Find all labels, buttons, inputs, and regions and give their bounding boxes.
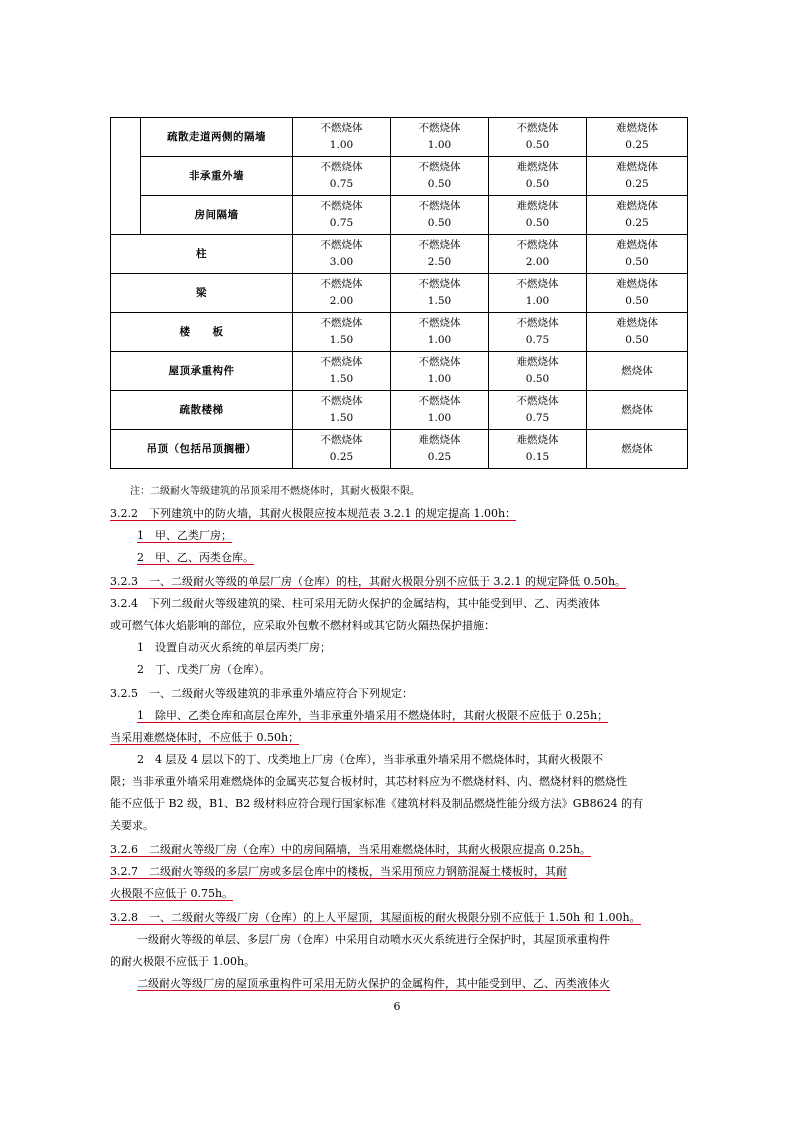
- component-name: 疏散楼梯: [179, 403, 224, 416]
- clause-3-2-8-para-2: 一级耐火等级的单层、多层厂房（仓库）中采用自动喷水灭火系统进行全保护时，其屋顶承重构件: [137, 933, 610, 946]
- material-label: 不燃烧体: [418, 356, 461, 368]
- hours-value: 0.50: [525, 373, 550, 385]
- hours-value: 0.75: [329, 178, 354, 190]
- grade-cell: [489, 118, 587, 157]
- grade-cell: [293, 118, 391, 157]
- clause-3-2-4-line-1: 3.2.4 下列二级耐火等级建筑的梁、柱可采用无防火保护的金属结构，其中能受到甲、乙、丙类液体: [110, 597, 600, 610]
- grade-cell: [391, 430, 489, 469]
- grade-cell: [587, 352, 688, 391]
- grade-cell: [489, 430, 587, 469]
- hours-value: 0.50: [525, 178, 550, 190]
- clause-3-2-2: 3.2.2 下列建筑中的防火墙，其耐火极限应按本规范表 3.2.1 的规定提高 1.00h：: [110, 507, 517, 520]
- grade-cell: [293, 274, 391, 313]
- material-label: 不燃烧体: [320, 122, 363, 134]
- component-name-cell: [141, 118, 293, 157]
- material-label: 难燃烧体: [516, 434, 559, 446]
- hours-value: 0.50: [625, 334, 649, 346]
- material-label: 难燃烧体: [616, 317, 658, 329]
- material-label: 燃烧体: [621, 403, 653, 416]
- clause-3-2-5-item-2-cont-1: 限；当非承重外墙采用难燃烧体的金属夹芯复合板材时，其芯材料应为不燃烧材料、内、燃烧材料的燃烧性: [110, 775, 627, 788]
- material-label: 不燃烧体: [320, 161, 363, 173]
- grade-cell: [587, 157, 688, 196]
- material-label: 难燃烧体: [616, 278, 658, 290]
- clause-3-2-5-item-2-cont-2: 能不应低于 B2 级，B1、B2 级材料应符合现行国家标准《建筑材料及制品燃烧性能分级方法》GB8624 的有: [110, 797, 644, 810]
- hours-value: 0.50: [427, 178, 452, 190]
- component-name-cell: [141, 196, 293, 235]
- grade-cell: [489, 352, 587, 391]
- hours-value: 2.00: [329, 295, 354, 307]
- clause-3-2-4-item-2: 2 丁、戊类厂房（仓库）。: [137, 663, 271, 676]
- table-row: [111, 118, 688, 157]
- material-label: 不燃烧体: [516, 317, 559, 329]
- clause-3-2-6: 3.2.6 二级耐火等级厂房（仓库）中的房间隔墙，当采用难燃烧体时，其耐火极限应提高 0.25h。: [110, 843, 592, 856]
- material-label: 难燃烧体: [616, 161, 658, 173]
- component-name: 非承重外墙: [189, 169, 244, 182]
- grade-cell: [587, 313, 688, 352]
- hours-value: 2.00: [525, 256, 550, 268]
- wall-group-cell: [111, 118, 141, 235]
- material-label: 难燃烧体: [616, 239, 658, 251]
- component-name: 疏散走道两侧的隔墙: [167, 130, 266, 143]
- component-name-cell: [111, 274, 293, 313]
- component-name-cell: [111, 352, 293, 391]
- component-name: 柱: [196, 247, 207, 260]
- hours-value: 0.25: [625, 139, 649, 151]
- hours-value: 1.00: [329, 139, 354, 151]
- grade-cell: [293, 352, 391, 391]
- hours-value: 0.75: [525, 334, 550, 346]
- hours-value: 0.75: [329, 217, 354, 229]
- grade-cell: [587, 430, 688, 469]
- hours-value: 1.00: [427, 139, 452, 151]
- hours-value: 0.25: [625, 217, 649, 229]
- material-label: 不燃烧体: [516, 395, 559, 407]
- clause-3-2-5-item-1-cont: 当采用难燃烧体时，不应低于 0.50h；: [110, 731, 300, 744]
- hours-value: 0.50: [427, 217, 452, 229]
- grade-cell: [489, 274, 587, 313]
- table-row: [111, 391, 688, 430]
- hours-value: 0.50: [525, 139, 550, 151]
- table-row: [111, 157, 688, 196]
- grade-cell: [391, 235, 489, 274]
- material-label: 难燃烧体: [516, 161, 559, 173]
- material-label: 难燃烧体: [516, 356, 559, 368]
- clause-3-2-7-line-1: 3.2.7 二级耐火等级的多层厂房或多层仓库中的楼板，当采用预应力钢筋混凝土楼板时，其耐: [110, 865, 567, 878]
- component-name-cell: [111, 430, 293, 469]
- clause-3-2-5-item-2-cont-3: 关要求。: [110, 819, 154, 832]
- grade-cell: [293, 157, 391, 196]
- hours-value: 0.15: [525, 451, 550, 463]
- hours-value: 0.50: [625, 295, 649, 307]
- material-label: 不燃烧体: [516, 278, 559, 290]
- page-number: 6: [393, 1000, 401, 1013]
- grade-cell: [293, 196, 391, 235]
- grade-cell: [293, 430, 391, 469]
- material-label: 不燃烧体: [320, 434, 363, 446]
- hours-value: 0.75: [525, 412, 550, 424]
- grade-cell: [587, 274, 688, 313]
- hours-value: 0.25: [625, 178, 649, 190]
- hours-value: 1.50: [427, 295, 452, 307]
- grade-cell: [587, 391, 688, 430]
- material-label: 难燃烧体: [516, 200, 559, 212]
- table-row: [111, 235, 688, 274]
- grade-cell: [391, 391, 489, 430]
- clause-3-2-8-para-3: 二级耐火等级厂房的屋顶承重构件可采用无防火保护的金属构件，其中能受到甲、乙、丙类液体火: [137, 977, 610, 990]
- table-row: [111, 274, 688, 313]
- hours-value: 0.50: [525, 217, 550, 229]
- component-name: 吊顶（包括吊顶搁栅）: [146, 442, 257, 455]
- material-label: 不燃烧体: [320, 395, 363, 407]
- grade-cell: [391, 352, 489, 391]
- grade-cell: [391, 157, 489, 196]
- material-label: 难燃烧体: [616, 122, 658, 134]
- clause-3-2-2-item-1: 1 甲、乙类厂房；: [137, 529, 232, 542]
- component-name: 楼 板: [179, 325, 224, 338]
- hours-value: 1.00: [427, 334, 452, 346]
- clause-3-2-4-item-1: 1 设置自动灭火系统的单层丙类厂房；: [137, 641, 331, 654]
- material-label: 不燃烧体: [418, 278, 461, 290]
- grade-cell: [587, 196, 688, 235]
- material-label: 不燃烧体: [320, 278, 363, 290]
- material-label: 不燃烧体: [516, 239, 559, 251]
- material-label: 不燃烧体: [320, 317, 363, 329]
- material-label: 难燃烧体: [418, 434, 461, 446]
- grade-cell: [391, 118, 489, 157]
- material-label: 不燃烧体: [320, 356, 363, 368]
- component-name-cell: [111, 235, 293, 274]
- grade-cell: [391, 313, 489, 352]
- grade-cell: [293, 391, 391, 430]
- clause-3-2-8: 3.2.8 一、二级耐火等级厂房（仓库）的上人平屋顶，其屋面板的耐火极限分别不应低于 1.50h 和 1.00h。: [110, 911, 641, 924]
- grade-cell: [489, 313, 587, 352]
- grade-cell: [293, 235, 391, 274]
- material-label: 燃烧体: [621, 442, 653, 455]
- hours-value: 0.25: [427, 451, 452, 463]
- hours-value: 0.25: [329, 451, 354, 463]
- clause-3-2-5-item-1: 1 除甲、乙类仓库和高层仓库外，当非承重外墙采用不燃烧体时，其耐火极限不应低于 0.25h；: [137, 709, 609, 722]
- table-row: [111, 313, 688, 352]
- grade-cell: [587, 118, 688, 157]
- grade-cell: [587, 235, 688, 274]
- table-note: 注：二级耐火等级建筑的吊顶采用不燃烧体时，其耐火极限不限。: [130, 486, 420, 497]
- material-label: 不燃烧体: [516, 122, 559, 134]
- component-name: 屋顶承重构件: [168, 364, 235, 377]
- material-label: 不燃烧体: [418, 161, 461, 173]
- table-row: [111, 430, 688, 469]
- hours-value: 1.50: [329, 412, 354, 424]
- material-label: 不燃烧体: [418, 200, 461, 212]
- hours-value: 0.50: [625, 256, 649, 268]
- table-row: [111, 352, 688, 391]
- component-name: 房间隔墙: [194, 208, 239, 221]
- hours-value: 1.00: [525, 295, 550, 307]
- grade-cell: [489, 391, 587, 430]
- material-label: 燃烧体: [621, 364, 653, 377]
- clause-3-2-5-item-2: 2 4 层及 4 层以下的丁、戊类地上厂房（仓库），当非承重外墙采用不燃烧体时，其耐火极限不: [137, 753, 603, 766]
- fire-resistance-table: [110, 117, 688, 469]
- clause-3-2-7-line-2: 火极限不应低于 0.75h。: [110, 887, 234, 900]
- hours-value: 1.50: [329, 334, 354, 346]
- material-label: 不燃烧体: [418, 317, 461, 329]
- clause-3-2-8-para-2-cont: 的耐火极限不应低于 1.00h。: [110, 955, 256, 968]
- grade-cell: [489, 157, 587, 196]
- clause-3-2-2-item-2: 2 甲、乙、丙类仓库。: [137, 551, 254, 564]
- material-label: 不燃烧体: [418, 395, 461, 407]
- material-label: 难燃烧体: [616, 200, 658, 212]
- hours-value: 3.00: [329, 256, 354, 268]
- material-label: 不燃烧体: [320, 239, 363, 251]
- table-row: [111, 196, 688, 235]
- grade-cell: [391, 196, 489, 235]
- clause-3-2-5: 3.2.5 一、二级耐火等级建筑的非承重外墙应符合下列规定：: [110, 687, 413, 700]
- clause-3-2-3: 3.2.3 一、二级耐火等级的单层厂房（仓库）的柱，其耐火极限分别不应低于 3.2.1 的规定降低 0.50h。: [110, 575, 627, 588]
- hours-value: 1.00: [427, 412, 452, 424]
- component-name-cell: [141, 157, 293, 196]
- material-label: 不燃烧体: [418, 239, 461, 251]
- hours-value: 2.50: [427, 256, 452, 268]
- material-label: 不燃烧体: [418, 122, 461, 134]
- hours-value: 1.00: [427, 373, 452, 385]
- grade-cell: [293, 313, 391, 352]
- grade-cell: [489, 196, 587, 235]
- component-name-cell: [111, 391, 293, 430]
- hours-value: 1.50: [329, 373, 354, 385]
- grade-cell: [391, 274, 489, 313]
- clause-3-2-4-line-2: 或可燃气体火焰影响的部位，应采取外包敷不燃材料或其它防火隔热保护措施：: [110, 619, 495, 632]
- material-label: 不燃烧体: [320, 200, 363, 212]
- component-name: 梁: [196, 286, 207, 299]
- grade-cell: [489, 235, 587, 274]
- component-name-cell: [111, 313, 293, 352]
